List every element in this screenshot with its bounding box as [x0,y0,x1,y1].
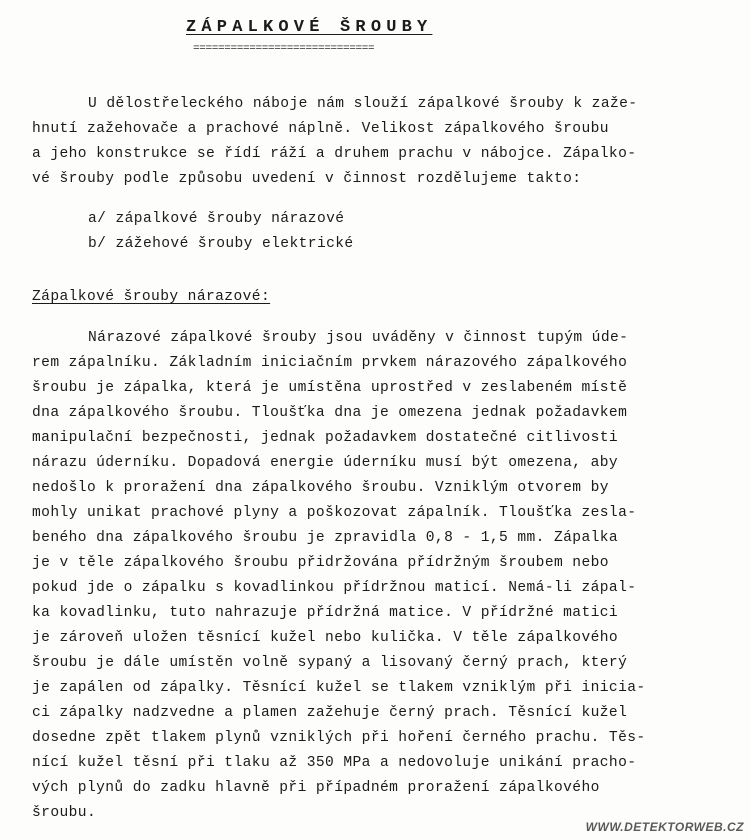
intro-line: vé šrouby podle způsobu uvedení v činnost rozdělujeme takto: [32,171,582,187]
page-title: ZÁPALKOVÉ ŠROUBY [186,18,433,37]
body-line: je v těle zápalkového šroubu přidržována přídržným šroubem nebo [32,555,609,571]
body-line: Nárazové zápalkové šrouby jsou uváděny v činnost tupým úde- [88,330,629,346]
body-line: nedošlo k proražení dna zápalkového šroubu. Vzniklým otvorem by [32,480,609,496]
body-line: vých plynů do zadku hlavně při případném proražení zápalkového [32,780,600,796]
site-watermark: WWW.DETEKTORWEB.CZ [585,820,744,834]
body-line: je zároveň uložen těsnící kužel nebo kulička. V těle zápalkového [32,630,619,646]
body-line: šroubu. [32,805,97,821]
body-line: ci zápalky nadzvedne a plamen zažehuje černý prach. Těsnící kužel [32,705,628,721]
body-line: nící kužel těsní při tlaku až 350 MPa a nedovoluje unikání pracho- [32,755,637,771]
body-line: manipulační bezpečnosti, jednak požadavkem dostatečné citlivosti [32,430,619,446]
body-line: pokud jde o zápalku s kovadlinkou přídržnou maticí. Nemá-li zápal- [32,580,637,596]
body-line: nárazu úderníku. Dopadová energie úderníku musí být omezena, aby [32,455,619,471]
list-item: a/ zápalkové šrouby nárazové [88,211,345,227]
body-line: šroubu je dále umístěn volně sypaný a lisovaný černý prach, který [32,655,628,671]
title-double-underline: ============================= [193,43,375,55]
intro-line: hnutí zažehovače a prachové náplně. Velikost zápalkového šroubu [32,121,609,137]
body-line: beného dna zápalkového šroubu je zpravidla 0,8 - 1,5 mm. Zápalka [32,530,619,546]
intro-line: U dělostřeleckého náboje nám slouží zápalkové šrouby k zaže- [88,96,638,112]
section-heading: Zápalkové šrouby nárazové: [32,289,271,305]
body-line: dna zápalkového šroubu. Tloušťka dna je omezena jednak požadavkem [32,405,628,421]
body-line: mohly unikat prachové plyny a poškozovat zápalník. Tloušťka zesla- [32,505,637,521]
body-line: šroubu je zápalka, která je umístěna uprostřed v zeslabeném místě [32,380,628,396]
body-line: je zapálen od zápalky. Těsnící kužel se tlakem vzniklým při inicia- [32,680,646,696]
body-line: dosedne zpět tlakem plynů vzniklých při hoření černého prachu. Těs- [32,730,646,746]
body-line: ka kovadlinku, tuto nahrazuje přídržná matice. V přídržné matici [32,605,619,621]
intro-line: a jeho konstrukce se řídí ráží a druhem prachu v nábojce. Zápalko- [32,146,637,162]
list-item: b/ zážehové šrouby elektrické [88,236,354,252]
body-line: rem zápalníku. Základním iniciačním prvkem nárazového zápalkového [32,355,628,371]
